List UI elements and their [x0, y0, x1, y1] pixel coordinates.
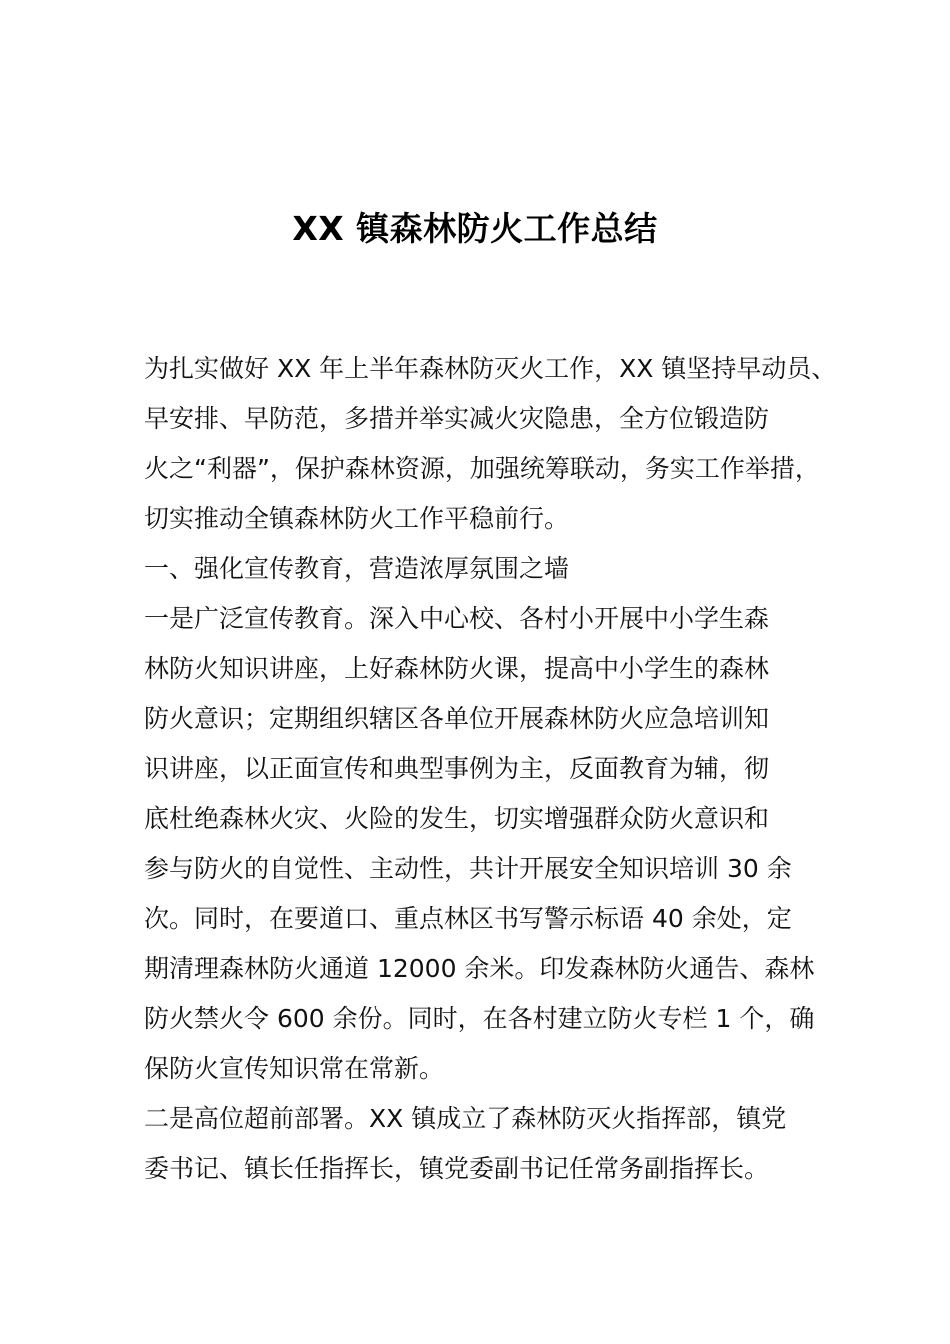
text-line: 委书记、镇长任指挥长，镇党委副书记任常务副指挥长。 — [144, 1154, 770, 1183]
text-line: 切实推动全镇森林防火工作平稳前行。 — [144, 504, 570, 533]
text-line: 一是广泛宣传教育。深入中心校、各村小开展中小学生森 — [144, 604, 770, 633]
text-line: 保防火宣传知识常在常新。 — [144, 1054, 445, 1083]
text-line: 防火禁火令 600 余份。同时，在各村建立防火专栏 1 个，确 — [144, 1004, 815, 1033]
text-line: 识讲座，以正面宣传和典型事例为主，反面教育为辅，彻 — [144, 754, 770, 783]
text-line: 早安排、早防范，多措并举实减火灾隐患，全方位锻造防 — [144, 404, 770, 433]
section-heading: 一、强化宣传教育，营造浓厚氛围之墙 — [144, 554, 570, 583]
text-line: 二是高位超前部署。XX 镇成立了森林防灭火指挥部，镇党 — [144, 1104, 787, 1133]
text-line: 林防火知识讲座，上好森林防火课，提高中小学生的森林 — [144, 654, 770, 683]
document-title: XX 镇森林防火工作总结 — [292, 209, 658, 248]
text-line: 火之“利器”，保护森林资源，加强统筹联动，务实工作举措， — [144, 454, 820, 483]
text-line: 防火意识；定期组织辖区各单位开展森林防火应急培训知 — [144, 704, 770, 733]
text-line: 期清理森林防火通道 12000 余米。印发森林防火通告、森林 — [144, 954, 815, 983]
text-line: 次。同时，在要道口、重点林区书写警示标语 40 余处，定 — [144, 904, 792, 933]
text-line: 参与防火的自觉性、主动性，共计开展安全知识培训 30 余 — [144, 854, 792, 883]
document-body — [144, 344, 837, 1194]
text-line: 底杜绝森林火灾、火险的发生，切实增强群众防火意识和 — [144, 804, 770, 833]
text-line: 为扎实做好 XX 年上半年森林防灭火工作，XX 镇坚持早动员、 — [144, 354, 837, 383]
